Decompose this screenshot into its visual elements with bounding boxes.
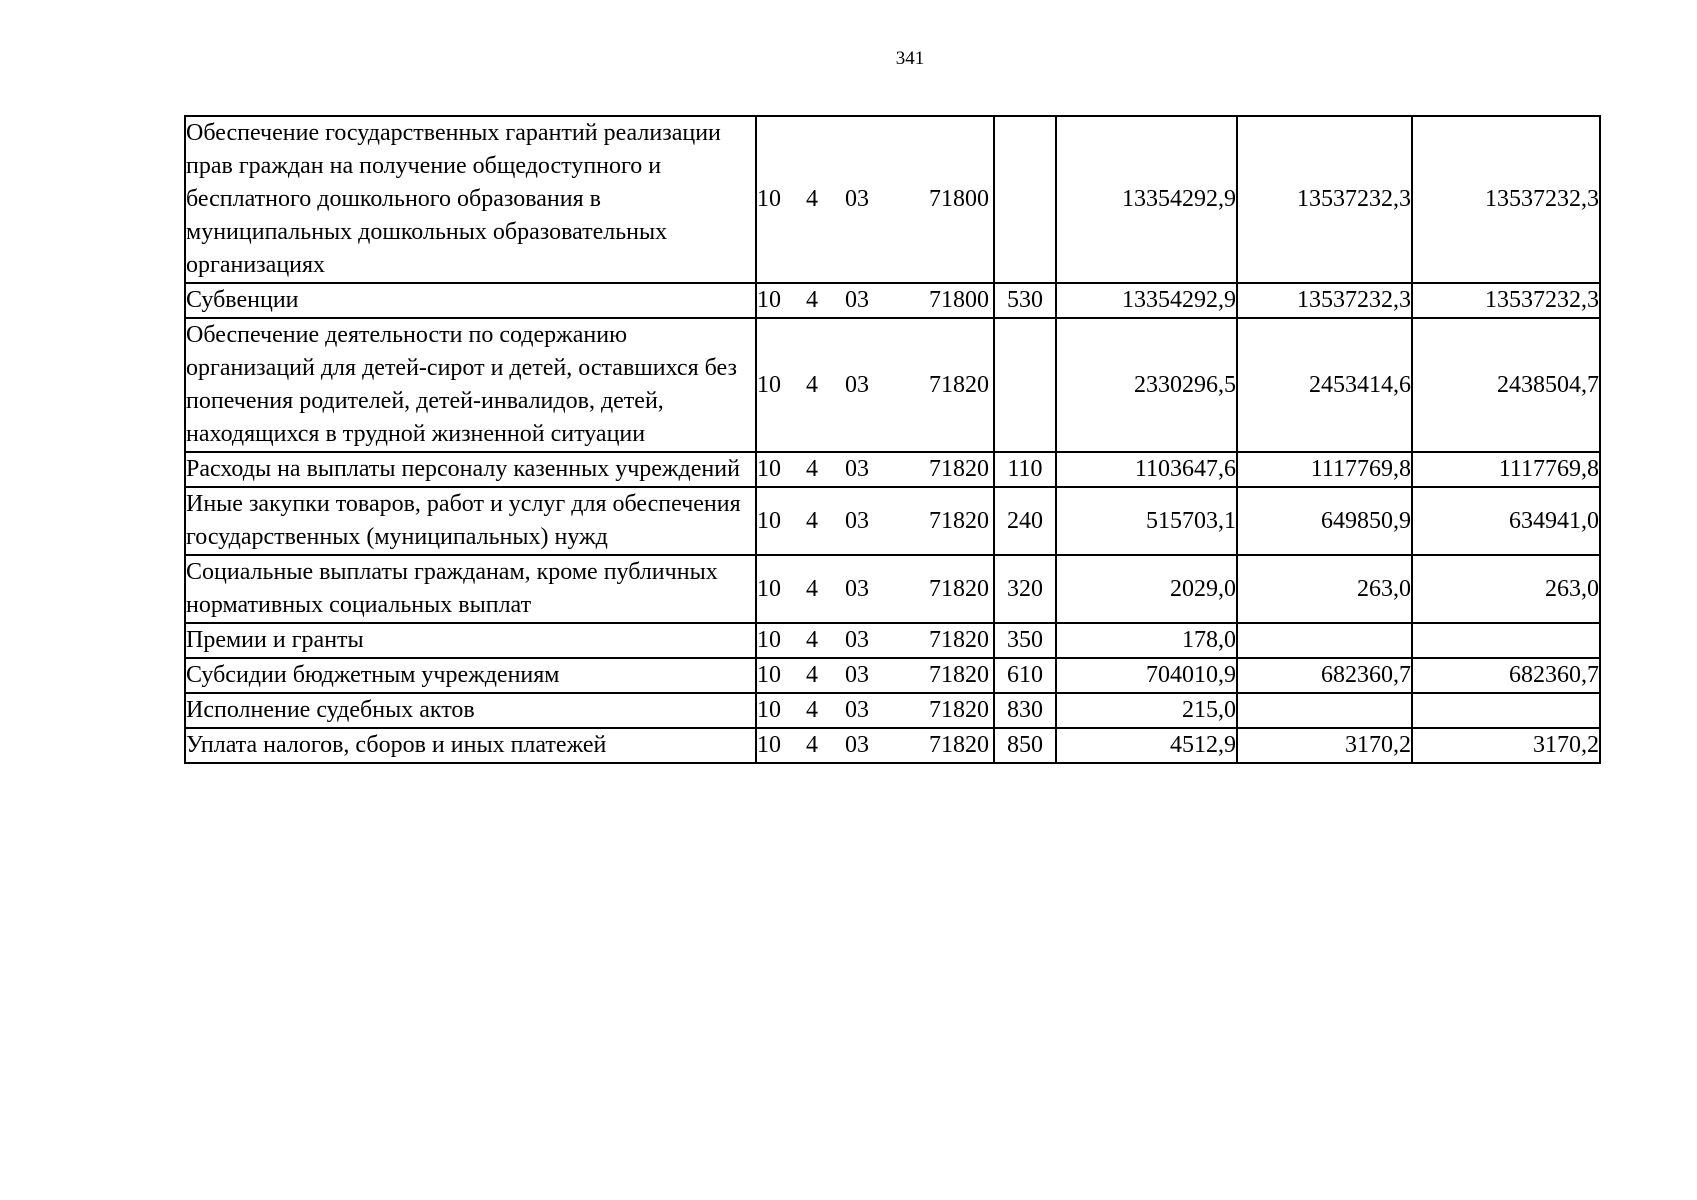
code-direction: 71800	[929, 186, 989, 212]
budget-table-body	[185, 116, 1600, 763]
code-program: 4	[806, 371, 818, 398]
code-subprogram: 03	[845, 371, 869, 398]
table-row	[185, 623, 1600, 658]
row-name: Уплата налогов, сборов и иных платежей	[185, 728, 756, 763]
amount-3	[1412, 693, 1600, 728]
amount-2: 13537232,3	[1237, 116, 1412, 283]
page-number: 341	[895, 48, 925, 69]
code-direction: 71820	[929, 456, 989, 482]
code-direction: 71800	[929, 287, 989, 313]
code-program: 4	[806, 732, 818, 758]
amount-3: 2438504,7	[1412, 318, 1600, 452]
table-row	[185, 555, 1600, 623]
code-direction: 71820	[929, 575, 989, 602]
amount-2: 263,0	[1237, 555, 1412, 623]
amount-1: 13354292,9	[1056, 116, 1237, 283]
amount-2: 13537232,3	[1237, 283, 1412, 318]
expense-type: 320	[994, 555, 1056, 623]
amount-2: 2453414,6	[1237, 318, 1412, 452]
row-name: Субсидии бюджетным учреждениям	[185, 658, 756, 693]
budget-table	[184, 115, 1601, 764]
code-subprogram: 03	[845, 627, 869, 653]
row-codes	[756, 693, 994, 728]
code-section: 10	[757, 186, 781, 212]
row-codes	[756, 116, 994, 283]
expense-type: 110	[994, 452, 1056, 487]
row-name: Расходы на выплаты персоналу казенных учреждений	[185, 452, 756, 487]
code-subprogram: 03	[845, 507, 869, 534]
amount-2: 649850,9	[1237, 487, 1412, 555]
amount-2: 1117769,8	[1237, 452, 1412, 487]
code-direction: 71820	[929, 627, 989, 653]
table-row	[185, 658, 1600, 693]
table-row	[185, 283, 1600, 318]
amount-3: 13537232,3	[1412, 283, 1600, 318]
code-direction: 71820	[929, 371, 989, 398]
code-program: 4	[806, 186, 818, 212]
code-section: 10	[757, 371, 781, 398]
amount-3	[1412, 623, 1600, 658]
code-subprogram: 03	[845, 662, 869, 688]
amount-1: 4512,9	[1056, 728, 1237, 763]
table-row	[185, 452, 1600, 487]
row-codes	[756, 318, 994, 452]
amount-1: 2330296,5	[1056, 318, 1237, 452]
expense-type: 350	[994, 623, 1056, 658]
table-row	[185, 728, 1600, 763]
table-row	[185, 318, 1600, 452]
code-program: 4	[806, 697, 818, 723]
code-section: 10	[757, 697, 781, 723]
row-name: Субвенции	[185, 283, 756, 318]
amount-1: 215,0	[1056, 693, 1237, 728]
code-program: 4	[806, 507, 818, 534]
row-name: Исполнение судебных актов	[185, 693, 756, 728]
row-codes	[756, 658, 994, 693]
row-codes	[756, 452, 994, 487]
code-direction: 71820	[929, 697, 989, 723]
expense-type	[994, 116, 1056, 283]
row-name: Иные закупки товаров, работ и услуг для обеспечения государственных (муниципальных) нужд	[185, 487, 756, 555]
amount-2: 3170,2	[1237, 728, 1412, 763]
expense-type: 610	[994, 658, 1056, 693]
code-direction: 71820	[929, 662, 989, 688]
code-subprogram: 03	[845, 287, 869, 313]
code-subprogram: 03	[845, 575, 869, 602]
expense-type	[994, 318, 1056, 452]
code-subprogram: 03	[845, 732, 869, 758]
code-direction: 71820	[929, 732, 989, 758]
amount-3: 682360,7	[1412, 658, 1600, 693]
row-name: Обеспечение деятельности по содержанию организаций для детей-сирот и детей, оставшихся без попечения родителей, детей-инвалидов, детей, находящихся в трудной жизненной ситуации	[185, 318, 756, 452]
code-section: 10	[757, 662, 781, 688]
amount-1: 2029,0	[1056, 555, 1237, 623]
row-codes	[756, 623, 994, 658]
amount-3: 634941,0	[1412, 487, 1600, 555]
code-section: 10	[757, 575, 781, 602]
code-program: 4	[806, 287, 818, 313]
amount-3: 13537232,3	[1412, 116, 1600, 283]
expense-type: 830	[994, 693, 1056, 728]
code-program: 4	[806, 662, 818, 688]
code-subprogram: 03	[845, 697, 869, 723]
row-codes	[756, 487, 994, 555]
code-program: 4	[806, 575, 818, 602]
code-subprogram: 03	[845, 186, 869, 212]
expense-type: 850	[994, 728, 1056, 763]
amount-2	[1237, 623, 1412, 658]
amount-1: 1103647,6	[1056, 452, 1237, 487]
code-subprogram: 03	[845, 456, 869, 482]
table-row	[185, 487, 1600, 555]
code-section: 10	[757, 732, 781, 758]
code-section: 10	[757, 287, 781, 313]
code-direction: 71820	[929, 507, 989, 534]
code-program: 4	[806, 456, 818, 482]
table-row	[185, 116, 1600, 283]
amount-2	[1237, 693, 1412, 728]
amount-2: 682360,7	[1237, 658, 1412, 693]
code-section: 10	[757, 507, 781, 534]
amount-3: 1117769,8	[1412, 452, 1600, 487]
amount-1: 178,0	[1056, 623, 1237, 658]
row-name: Социальные выплаты гражданам, кроме публичных нормативных социальных выплат	[185, 555, 756, 623]
code-program: 4	[806, 627, 818, 653]
code-section: 10	[757, 456, 781, 482]
amount-3: 3170,2	[1412, 728, 1600, 763]
amount-3: 263,0	[1412, 555, 1600, 623]
expense-type: 240	[994, 487, 1056, 555]
expense-type: 530	[994, 283, 1056, 318]
row-codes	[756, 728, 994, 763]
row-codes	[756, 283, 994, 318]
row-name: Обеспечение государственных гарантий реализации прав граждан на получение общедоступного и бесплатного дошкольного образования в муниципальных дошкольных образовательных организациях	[185, 116, 756, 283]
amount-1: 13354292,9	[1056, 283, 1237, 318]
amount-1: 515703,1	[1056, 487, 1237, 555]
row-codes	[756, 555, 994, 623]
row-name: Премии и гранты	[185, 623, 756, 658]
amount-1: 704010,9	[1056, 658, 1237, 693]
table-row	[185, 693, 1600, 728]
code-section: 10	[757, 627, 781, 653]
